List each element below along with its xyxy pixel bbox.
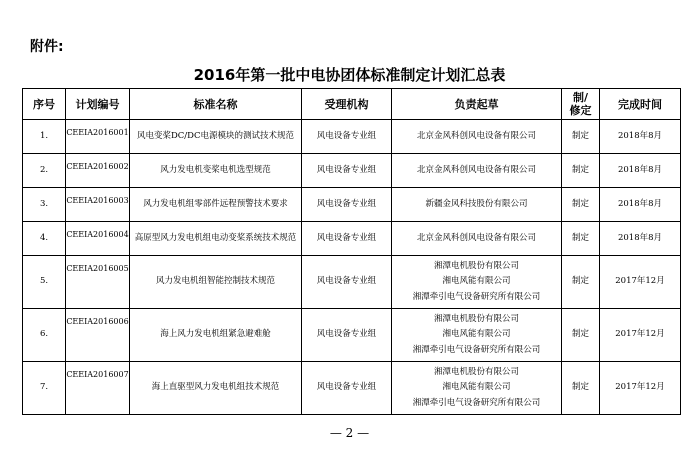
table-row xyxy=(23,362,681,415)
cell-plan-no: CEEIA2016006 xyxy=(66,309,130,362)
header-type-line2: 修定 xyxy=(569,104,592,117)
cell-std-name: 海上风力发电机组紧急避难舱 xyxy=(130,309,302,362)
cell-seq: 5. xyxy=(23,256,66,309)
standards-plan-table xyxy=(22,88,681,415)
table-row xyxy=(23,222,681,256)
cell-seq: 6. xyxy=(23,309,66,362)
cell-type: 制定 xyxy=(562,309,600,362)
cell-org: 风电设备专业组 xyxy=(302,120,392,154)
cell-std-name: 风力发电机变桨电机选型规范 xyxy=(130,154,302,188)
drafter-name: 湘潭电机股份有限公司 xyxy=(433,260,519,271)
drafter-name: 北京金风科创风电设备有限公司 xyxy=(416,130,536,141)
table-row xyxy=(23,154,681,188)
cell-org: 风电设备专业组 xyxy=(302,309,392,362)
drafter-name: 湘电风能有限公司 xyxy=(442,382,511,393)
cell-seq: 1. xyxy=(23,120,66,154)
cell-drafter xyxy=(392,309,562,362)
cell-plan-no: CEEIA2016001 xyxy=(66,120,130,154)
cell-finish: 2018年8月 xyxy=(600,154,681,188)
drafter-name: 湘潭牵引电气设备研究所有限公司 xyxy=(412,344,541,355)
cell-drafter xyxy=(392,120,562,154)
drafter-name: 北京金风科创风电设备有限公司 xyxy=(416,164,536,175)
table-row xyxy=(23,256,681,309)
header-org: 受理机构 xyxy=(302,89,392,120)
cell-finish: 2017年12月 xyxy=(600,362,681,415)
drafter-name: 湘潭电机股份有限公司 xyxy=(433,366,519,377)
cell-finish: 2018年8月 xyxy=(600,120,681,154)
cell-seq: 4. xyxy=(23,222,66,256)
cell-type: 制定 xyxy=(562,362,600,415)
cell-seq: 7. xyxy=(23,362,66,415)
cell-type: 制定 xyxy=(562,120,600,154)
cell-plan-no: CEEIA2016005 xyxy=(66,256,130,309)
table-header-row xyxy=(23,89,681,120)
cell-drafter xyxy=(392,188,562,222)
header-finish: 完成时间 xyxy=(600,89,681,120)
cell-std-name: 风力发电机组零部件远程预警技术要求 xyxy=(130,188,302,222)
header-std-name: 标准名称 xyxy=(130,89,302,120)
cell-org: 风电设备专业组 xyxy=(302,222,392,256)
page-title: 2016年第一批中电协团体标准制定计划汇总表 xyxy=(193,66,506,84)
cell-org: 风电设备专业组 xyxy=(302,256,392,309)
header-type-line1: 制/ xyxy=(572,91,589,104)
cell-seq: 2. xyxy=(23,154,66,188)
cell-finish: 2017年12月 xyxy=(600,256,681,309)
cell-finish: 2018年8月 xyxy=(600,222,681,256)
cell-org: 风电设备专业组 xyxy=(302,154,392,188)
cell-plan-no: CEEIA2016007 xyxy=(66,362,130,415)
drafter-name: 北京金风科创风电设备有限公司 xyxy=(416,232,536,243)
cell-type: 制定 xyxy=(562,256,600,309)
cell-finish: 2017年12月 xyxy=(600,309,681,362)
table-row xyxy=(23,188,681,222)
cell-drafter xyxy=(392,222,562,256)
table-row xyxy=(23,309,681,362)
drafter-name: 湘潭牵引电气设备研究所有限公司 xyxy=(412,291,541,302)
table-row xyxy=(23,120,681,154)
cell-drafter xyxy=(392,154,562,188)
cell-std-name: 风电变桨DC/DC电源模块的测试技术规范 xyxy=(130,120,302,154)
cell-type: 制定 xyxy=(562,222,600,256)
header-type xyxy=(562,89,600,120)
cell-plan-no: CEEIA2016004 xyxy=(66,222,130,256)
cell-type: 制定 xyxy=(562,154,600,188)
cell-org: 风电设备专业组 xyxy=(302,362,392,415)
cell-plan-no: CEEIA2016002 xyxy=(66,154,130,188)
header-drafter: 负责起草 xyxy=(392,89,562,120)
drafter-name: 新疆金风科技股份有限公司 xyxy=(425,198,528,209)
cell-plan-no: CEEIA2016003 xyxy=(66,188,130,222)
cell-seq: 3. xyxy=(23,188,66,222)
header-seq: 序号 xyxy=(23,89,66,120)
cell-drafter xyxy=(392,362,562,415)
drafter-name: 湘潭牵引电气设备研究所有限公司 xyxy=(412,397,541,408)
drafter-name: 湘电风能有限公司 xyxy=(442,276,511,287)
drafter-name: 湘电风能有限公司 xyxy=(442,329,511,340)
page-number: — 2 — xyxy=(329,426,370,440)
cell-org: 风电设备专业组 xyxy=(302,188,392,222)
cell-std-name: 风力发电机组智能控制技术规范 xyxy=(130,256,302,309)
cell-std-name: 海上直驱型风力发电机组技术规范 xyxy=(130,362,302,415)
cell-std-name: 高原型风力发电机组电动变桨系统技术规范 xyxy=(130,222,302,256)
header-plan-no: 计划编号 xyxy=(66,89,130,120)
cell-drafter xyxy=(392,256,562,309)
attachment-label: 附件: xyxy=(30,39,64,55)
cell-finish: 2018年8月 xyxy=(600,188,681,222)
drafter-name: 湘潭电机股份有限公司 xyxy=(433,313,519,324)
cell-type: 制定 xyxy=(562,188,600,222)
